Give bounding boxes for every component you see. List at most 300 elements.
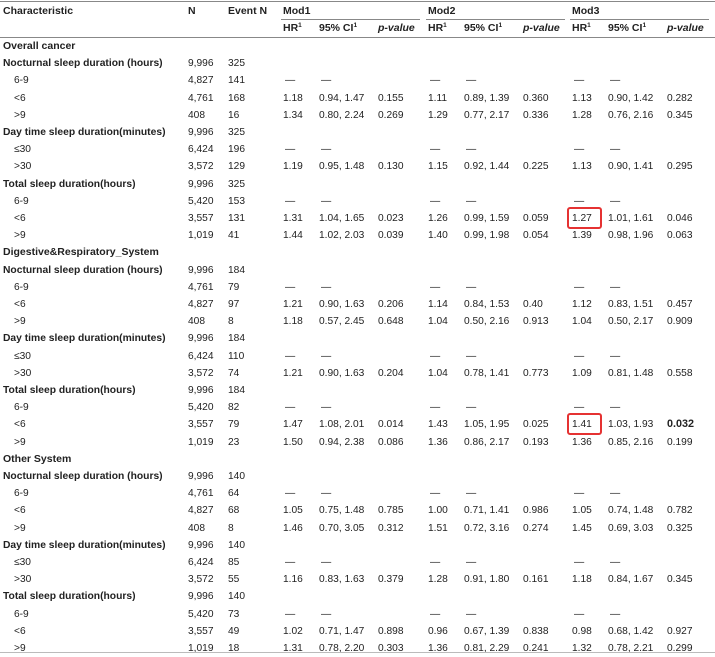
group-label: Nocturnal sleep duration (hours) (3, 264, 163, 276)
p-value-m2: 0.241 (523, 643, 549, 654)
hr-value-m3: 1.39 (572, 230, 592, 242)
level-label: >9 (14, 522, 26, 534)
hr-value-m2: 1.36 (428, 643, 448, 654)
model-2-header: Mod2 (428, 5, 456, 17)
reference-dash: — (466, 195, 477, 207)
table-row (0, 502, 715, 519)
event-value: 140 (228, 591, 245, 603)
n-value: 3,572 (188, 161, 214, 173)
ci-value-m3: 0.69, 3.03 (608, 522, 654, 534)
group-label: Nocturnal sleep duration (hours) (3, 471, 163, 482)
highlight-box (567, 207, 602, 229)
hr-value-m2: 1.51 (428, 522, 448, 534)
table-row (0, 348, 715, 365)
n-value: 1,019 (188, 436, 214, 448)
ci-header-m3: 95% $CI^1$ (608, 22, 647, 34)
hr-value-m1: 1.50 (283, 436, 303, 448)
p-value-m1: 0.130 (378, 161, 404, 173)
event-value: 97 (228, 299, 240, 310)
reference-dash: — (285, 144, 296, 156)
table-row (0, 72, 715, 89)
ci-value-m3: 0.50, 2.17 (608, 316, 654, 328)
ci-value-m3: 0.90, 1.42 (608, 92, 654, 104)
n-value: 5,420 (188, 402, 214, 414)
hr-value-m3: 1.18 (572, 574, 592, 586)
event-value: 184 (228, 333, 245, 345)
ci-value-m2: 0.89, 1.39 (464, 92, 510, 104)
reference-dash: — (321, 75, 332, 87)
p-header-m1: p-value (378, 22, 415, 34)
p-value-m3: 0.282 (667, 92, 693, 104)
ci-header-m2: 95% $CI^1$ (464, 22, 503, 34)
n-value: 4,761 (188, 281, 214, 293)
section-label: Overall cancer (3, 40, 76, 52)
reference-dash: — (574, 75, 585, 87)
p-value-m1: 0.648 (378, 316, 404, 328)
group-label: Total sleep duration(hours) (3, 385, 136, 396)
table-row (0, 279, 715, 296)
event-value: 325 (228, 178, 245, 190)
ci-value-m1: 0.94, 2.38 (319, 436, 365, 448)
table-row (0, 571, 715, 588)
reference-dash: — (285, 402, 296, 414)
hr-value-m1: 1.31 (283, 643, 303, 654)
level-label: >9 (14, 230, 26, 242)
level-label: >9 (14, 109, 26, 121)
ci-value-m1: 0.75, 1.48 (319, 505, 365, 517)
group-label: Total sleep duration(hours) (3, 178, 136, 190)
event-value: 18 (228, 643, 240, 654)
section-label: Digestive&Respiratory_System (3, 246, 159, 259)
reference-dash: — (321, 608, 332, 620)
hr-value-m3: 1.27 (572, 213, 592, 224)
reference-dash: — (610, 557, 621, 568)
event-value: 68 (228, 505, 240, 517)
hr-value-m2: 1.14 (428, 299, 448, 310)
p-value-m3: 0.046 (667, 213, 693, 224)
p-value-m2: 0.193 (523, 436, 549, 448)
n-value: 4,761 (188, 92, 214, 104)
p-value-m3: 0.295 (667, 161, 693, 173)
n-value: 9,996 (188, 539, 214, 551)
reference-dash: — (285, 350, 296, 362)
p-value-m1: 0.379 (378, 574, 404, 586)
hr-value-m3: 1.28 (572, 109, 592, 121)
reference-dash: — (466, 281, 477, 293)
event-value: 131 (228, 213, 245, 224)
reference-dash: — (466, 75, 477, 87)
level-label: <6 (14, 92, 26, 104)
reference-dash: — (285, 488, 296, 500)
header-row-2 (0, 20, 715, 37)
p-value-m1: 0.039 (378, 230, 404, 242)
hr-value-m1: 1.19 (283, 161, 303, 173)
hr-value-m2: 1.00 (428, 505, 448, 517)
reference-dash: — (321, 195, 332, 207)
reference-dash: — (610, 195, 621, 207)
ci-value-m3: 1.03, 1.93 (608, 419, 654, 431)
hr-value-m1: 1.46 (283, 522, 303, 534)
ci-value-m3: 0.84, 1.67 (608, 574, 654, 586)
ci-value-m3: 1.01, 1.61 (608, 213, 654, 224)
p-value-m1: 0.269 (378, 109, 404, 121)
ci-value-m2: 1.05, 1.95 (464, 419, 510, 431)
event-value: 73 (228, 608, 240, 620)
table-row (0, 227, 715, 244)
group-row (0, 262, 715, 279)
event-value: 82 (228, 402, 240, 414)
n-value: 9,996 (188, 385, 214, 396)
event-value: 55 (228, 574, 240, 586)
table-top-rule (0, 1, 715, 2)
ci-value-m2: 0.91, 1.80 (464, 574, 510, 586)
level-label: 6-9 (14, 402, 29, 414)
reference-dash: — (574, 608, 585, 620)
event-value: 64 (228, 488, 240, 500)
n-value: 5,420 (188, 608, 214, 620)
hr-value-m3: 1.12 (572, 299, 592, 310)
ci-header-m1: 95% $CI^1$ (319, 22, 358, 34)
section-row (0, 244, 715, 261)
event-value: 110 (228, 350, 245, 362)
reference-dash: — (321, 281, 332, 293)
hr-value-m3: 1.36 (572, 436, 592, 448)
table-row (0, 623, 715, 640)
hr-value-m2: 1.28 (428, 574, 448, 586)
p-value-m3: 0.063 (667, 230, 693, 242)
hr-value-m1: 1.44 (283, 230, 303, 242)
reference-dash: — (610, 281, 621, 293)
hr-value-m2: 1.43 (428, 419, 448, 431)
table-row (0, 193, 715, 210)
group-row (0, 176, 715, 193)
p-value-m2: 0.838 (523, 625, 549, 637)
table-row (0, 399, 715, 416)
reference-dash: — (610, 144, 621, 156)
ci-value-m3: 0.76, 2.16 (608, 109, 654, 121)
event-value: 140 (228, 471, 245, 482)
p-value-m2: 0.225 (523, 161, 549, 173)
reference-dash: — (574, 195, 585, 207)
hr-value-m2: 1.04 (428, 316, 448, 328)
hr-value-m1: 1.21 (283, 299, 303, 310)
reference-dash: — (466, 488, 477, 500)
p-value-m1: 0.312 (378, 522, 404, 534)
hr-value-m2: 1.26 (428, 213, 448, 224)
p-value-m3: 0.325 (667, 522, 693, 534)
reference-dash: — (285, 608, 296, 620)
n-value: 3,557 (188, 213, 214, 224)
event-value: 49 (228, 625, 240, 637)
hr-value-m2: 1.40 (428, 230, 448, 242)
level-label: ≤30 (14, 144, 31, 156)
ci-value-m3: 0.78, 2.21 (608, 643, 654, 654)
event-value: 85 (228, 557, 240, 568)
level-label: 6-9 (14, 195, 29, 207)
table-row (0, 416, 715, 433)
n-value: 9,996 (188, 471, 214, 482)
table-row (0, 520, 715, 537)
n-value: 408 (188, 316, 205, 328)
reference-dash: — (321, 144, 332, 156)
ci-value-m2: 0.78, 1.41 (464, 367, 510, 379)
p-value-m3: 0.457 (667, 299, 693, 310)
reference-dash: — (574, 488, 585, 500)
hr-value-m1: 1.18 (283, 92, 303, 104)
table-row (0, 296, 715, 313)
n-value: 9,996 (188, 178, 214, 190)
ci-value-m2: 0.71, 1.41 (464, 505, 510, 517)
p-value-m1: 0.785 (378, 505, 404, 517)
ci-value-m2: 0.84, 1.53 (464, 299, 510, 310)
hr-value-m3: 1.32 (572, 643, 592, 654)
p-value-m2: 0.773 (523, 367, 549, 379)
level-label: >9 (14, 316, 26, 328)
reference-dash: — (430, 144, 441, 156)
level-label: 6-9 (14, 281, 29, 293)
p-value-m3: 0.299 (667, 643, 693, 654)
n-value: 3,572 (188, 367, 214, 379)
section-label: Other System (3, 452, 72, 465)
level-label: >30 (14, 367, 32, 379)
p-value-m3: 0.558 (667, 367, 693, 379)
level-label: <6 (14, 625, 26, 637)
reference-dash: — (430, 608, 441, 620)
header-row-1 (0, 3, 715, 20)
n-value: 9,996 (188, 333, 214, 345)
event-value: 74 (228, 367, 240, 379)
hr-value-m2: 1.04 (428, 367, 448, 379)
level-label: >30 (14, 161, 32, 173)
p-header-m2: p-value (523, 22, 560, 34)
hr-value-m3: 1.09 (572, 367, 592, 379)
n-value: 1,019 (188, 230, 214, 242)
ci-value-m2: 0.86, 2.17 (464, 436, 510, 448)
group-row (0, 382, 715, 399)
p-value-m3: 0.782 (667, 505, 693, 517)
group-label: Day time sleep duration(minutes) (3, 127, 166, 138)
p-value-m3: 0.927 (667, 625, 693, 637)
event-value: 184 (228, 264, 245, 276)
reference-dash: — (285, 75, 296, 87)
hr-value-m3: 1.04 (572, 316, 592, 328)
reference-dash: — (574, 402, 585, 414)
model-1-header: Mod1 (283, 5, 311, 17)
hr-value-m3: 1.13 (572, 92, 592, 104)
level-label: <6 (14, 505, 26, 517)
p-value-m2: 0.274 (523, 522, 549, 534)
highlight-box (567, 413, 602, 435)
ci-value-m1: 0.57, 2.45 (319, 316, 365, 328)
group-row (0, 330, 715, 347)
ci-value-m1: 1.08, 2.01 (319, 419, 365, 431)
n-value: 6,424 (188, 557, 214, 568)
n-value: 4,827 (188, 505, 214, 517)
reference-dash: — (430, 281, 441, 293)
event-value: 196 (228, 144, 245, 156)
ci-value-m2: 0.99, 1.59 (464, 213, 510, 224)
reference-dash: — (321, 402, 332, 414)
p-value-m3: 0.199 (667, 436, 693, 448)
p-header-m3: p-value (667, 22, 704, 34)
ci-value-m2: 0.67, 1.39 (464, 625, 510, 637)
reference-dash: — (574, 350, 585, 362)
p-value-m1: 0.204 (378, 367, 404, 379)
ci-value-m3: 0.98, 1.96 (608, 230, 654, 242)
table-row (0, 107, 715, 124)
hr-value-m1: 1.18 (283, 316, 303, 328)
event-value: 41 (228, 230, 240, 242)
section-row (0, 451, 715, 468)
p-value-m2: 0.059 (523, 213, 549, 224)
ci-value-m1: 1.04, 1.65 (319, 213, 365, 224)
reference-dash: — (430, 350, 441, 362)
ci-value-m1: 0.95, 1.48 (319, 161, 365, 173)
event-value: 79 (228, 281, 240, 293)
event-value: 129 (228, 161, 245, 173)
ci-value-m3: 0.90, 1.41 (608, 161, 654, 173)
reference-dash: — (321, 557, 332, 568)
event-value: 16 (228, 109, 240, 121)
reference-dash: — (285, 195, 296, 207)
hr-value-m1: 1.16 (283, 574, 303, 586)
group-row (0, 55, 715, 72)
ci-value-m1: 0.90, 1.63 (319, 367, 365, 379)
hr-value-m2: 1.15 (428, 161, 448, 173)
reference-dash: — (466, 144, 477, 156)
table-row (0, 434, 715, 451)
n-value: 6,424 (188, 144, 214, 156)
hr-value-m1: 1.47 (283, 419, 303, 431)
n-value: 9,996 (188, 58, 214, 70)
ci-value-m1: 0.90, 1.63 (319, 299, 365, 310)
hr-header-m1: $HR^1$ (283, 22, 302, 34)
ci-value-m2: 0.77, 2.17 (464, 109, 510, 121)
ci-value-m2: 0.92, 1.44 (464, 161, 510, 173)
group-row (0, 468, 715, 485)
ci-value-m3: 0.74, 1.48 (608, 505, 654, 517)
event-value: 140 (228, 539, 245, 551)
reference-dash: — (466, 402, 477, 414)
level-label: >9 (14, 436, 26, 448)
reference-dash: — (466, 350, 477, 362)
p-value-m2: 0.054 (523, 230, 549, 242)
p-value-m1: 0.155 (378, 92, 404, 104)
n-value: 4,827 (188, 75, 214, 87)
table-row (0, 606, 715, 623)
model-3-header: Mod3 (572, 5, 600, 17)
n-value: 3,557 (188, 625, 214, 637)
n-value: 9,996 (188, 127, 214, 138)
event-value: 184 (228, 385, 245, 396)
hr-value-m1: 1.02 (283, 625, 303, 637)
event-value: 325 (228, 58, 245, 70)
table-row (0, 485, 715, 502)
reference-dash: — (430, 488, 441, 500)
hr-value-m1: 1.21 (283, 367, 303, 379)
hr-value-m3: 1.41 (572, 419, 592, 431)
n-value: 4,761 (188, 488, 214, 500)
hr-value-m3: 1.05 (572, 505, 592, 517)
n-value: 3,557 (188, 419, 214, 431)
ci-value-m3: 0.83, 1.51 (608, 299, 654, 310)
n-value: 9,996 (188, 264, 214, 276)
table-row (0, 640, 715, 657)
ci-value-m3: 0.85, 2.16 (608, 436, 654, 448)
ci-value-m2: 0.99, 1.98 (464, 230, 510, 242)
level-label: >9 (14, 643, 26, 654)
hr-value-m2: 1.29 (428, 109, 448, 121)
event-value: 8 (228, 316, 234, 328)
ci-value-m1: 0.71, 1.47 (319, 625, 365, 637)
event-value: 8 (228, 522, 234, 534)
n-value: 6,424 (188, 350, 214, 362)
group-label: Total sleep duration(hours) (3, 591, 136, 603)
p-value-m2: 0.40 (523, 299, 543, 310)
reference-dash: — (574, 281, 585, 293)
ci-value-m2: 0.50, 2.16 (464, 316, 510, 328)
table-row (0, 313, 715, 330)
reference-dash: — (574, 144, 585, 156)
p-value-m2: 0.913 (523, 316, 549, 328)
p-value-m2: 0.360 (523, 92, 549, 104)
p-value-m2: 0.161 (523, 574, 549, 586)
p-value-m1: 0.014 (378, 419, 404, 431)
event-value: 168 (228, 92, 245, 104)
hr-header-m2: $HR^1$ (428, 22, 447, 34)
col-n: N (188, 5, 196, 17)
group-row (0, 537, 715, 554)
table-row (0, 210, 715, 227)
reference-dash: — (321, 488, 332, 500)
event-value: 153 (228, 195, 245, 207)
n-value: 5,420 (188, 195, 214, 207)
hr-value-m3: 0.98 (572, 625, 592, 637)
p-value-m1: 0.898 (378, 625, 404, 637)
table-bottom-rule (0, 652, 715, 653)
p-value-m3: 0.345 (667, 574, 693, 586)
ci-value-m1: 0.70, 3.05 (319, 522, 365, 534)
n-value: 9,996 (188, 591, 214, 603)
p-value-m3: 0.032 (667, 418, 695, 431)
reference-dash: — (321, 350, 332, 362)
level-label: 6-9 (14, 488, 29, 500)
group-label: Day time sleep duration(minutes) (3, 539, 166, 551)
level-label: 6-9 (14, 608, 29, 620)
ci-value-m1: 0.83, 1.63 (319, 574, 365, 586)
reference-dash: — (466, 608, 477, 620)
hr-value-m3: 1.45 (572, 522, 592, 534)
table-row (0, 365, 715, 382)
event-value: 325 (228, 127, 245, 138)
table-row (0, 554, 715, 571)
n-value: 408 (188, 522, 205, 534)
level-label: >30 (14, 574, 32, 586)
level-label: <6 (14, 419, 26, 431)
reference-dash: — (430, 75, 441, 87)
reference-dash: — (610, 350, 621, 362)
section-row (0, 38, 715, 55)
p-value-m1: 0.303 (378, 643, 404, 654)
level-label: ≤30 (14, 350, 31, 362)
table-row (0, 141, 715, 158)
hr-value-m1: 1.31 (283, 213, 303, 224)
table-row (0, 90, 715, 107)
reference-dash: — (610, 75, 621, 87)
ci-value-m2: 0.81, 2.29 (464, 643, 510, 654)
reference-dash: — (574, 557, 585, 568)
ci-value-m1: 1.02, 2.03 (319, 230, 365, 242)
